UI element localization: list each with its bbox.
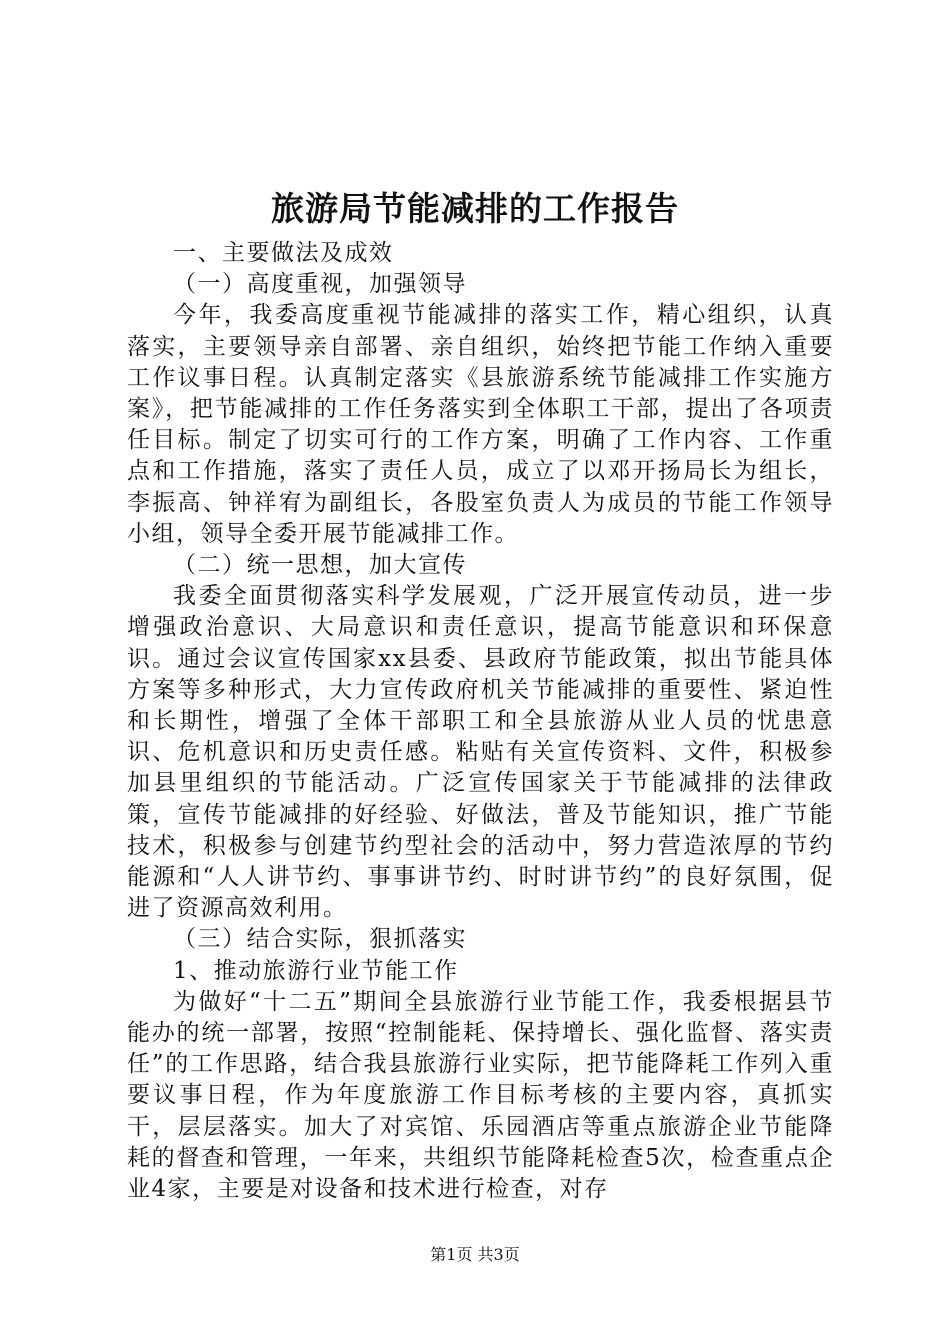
paragraph-publicity: 我委全面贯彻落实科学发展观，广泛开展宣传动员，进一步增强政治意识、大局意识和责任意识，提高节能意识和环保意识。通过会议宣传国家xx县委、县政府节能政策，拟出节能具体方案等多种形式，大力宣传政府机关节能减排的重要性、紧迫性和长期性，增强了全体干部职工和全县旅游从业人员的忧患意识、危机意识和历史责任感。粘贴有关宣传资料、文件，积极参加县里组织的节能活动。广泛宣传国家关于节能减排的法律政策，宣传节能减排的好经验、好做法，普及节能知识，推广节能技术，积极参与创建节约型社会的活动中，努力营造浓厚的节约能源和“人人讲节约、事事讲节约、时时讲节约”的良好氛围，促进了资源高效利用。 [127, 583, 834, 922]
subsection-heading-2: （二）统一思想，加大宣传 [173, 552, 467, 579]
subsection-heading-1: （一）高度重视，加强领导 [173, 271, 467, 298]
document-title: 旅游局节能减排的工作报告 [271, 189, 679, 228]
subsection-heading-3: （三）结合实际，狠抓落实 [173, 926, 467, 953]
section-heading-main: 一、主要做法及成效 [173, 240, 394, 266]
paragraph-leadership: 今年，我委高度重视节能减排的落实工作，精心组织，认真落实，主要领导亲自部署、亲自组织，始终把节能工作纳入重要工作议事日程。认真制定落实《县旅游系统节能减排工作实施方案》，把节能减排的工作任务落实到全体职工干部，提出了各项责任目标。制定了切实可行的工作方案，明确了工作内容、工作重点和工作措施，落实了责任人员，成立了以邓开扬局长为组长，李振高、钟祥宥为副组长，各股室负责人为成员的节能工作领导小组，领导全委开展节能减排工作。 [127, 302, 834, 547]
paragraph-industry: 为做好“十二五”期间全县旅游行业节能工作，我委根据县节能办的统一部署，按照“控制能耗、保持增长、强化监督、落实责任”的工作思路，结合我县旅游行业实际，把节能降耗工作列入重要议事日程，作为年度旅游工作目标考核的主要内容，真抓实干，层层落实。加大了对宾馆、乐园酒店等重点旅游企业节能降耗的督查和管理，一年来，共组织节能降耗检查5次，检查重点企业4家，主要是对设备和技术进行检查，对存 [127, 988, 834, 1203]
item-heading-1: 1、推动旅游行业节能工作 [173, 957, 459, 984]
document-body [127, 238, 834, 1205]
page-number-footer: 第1页 共3页 [430, 1245, 520, 1264]
